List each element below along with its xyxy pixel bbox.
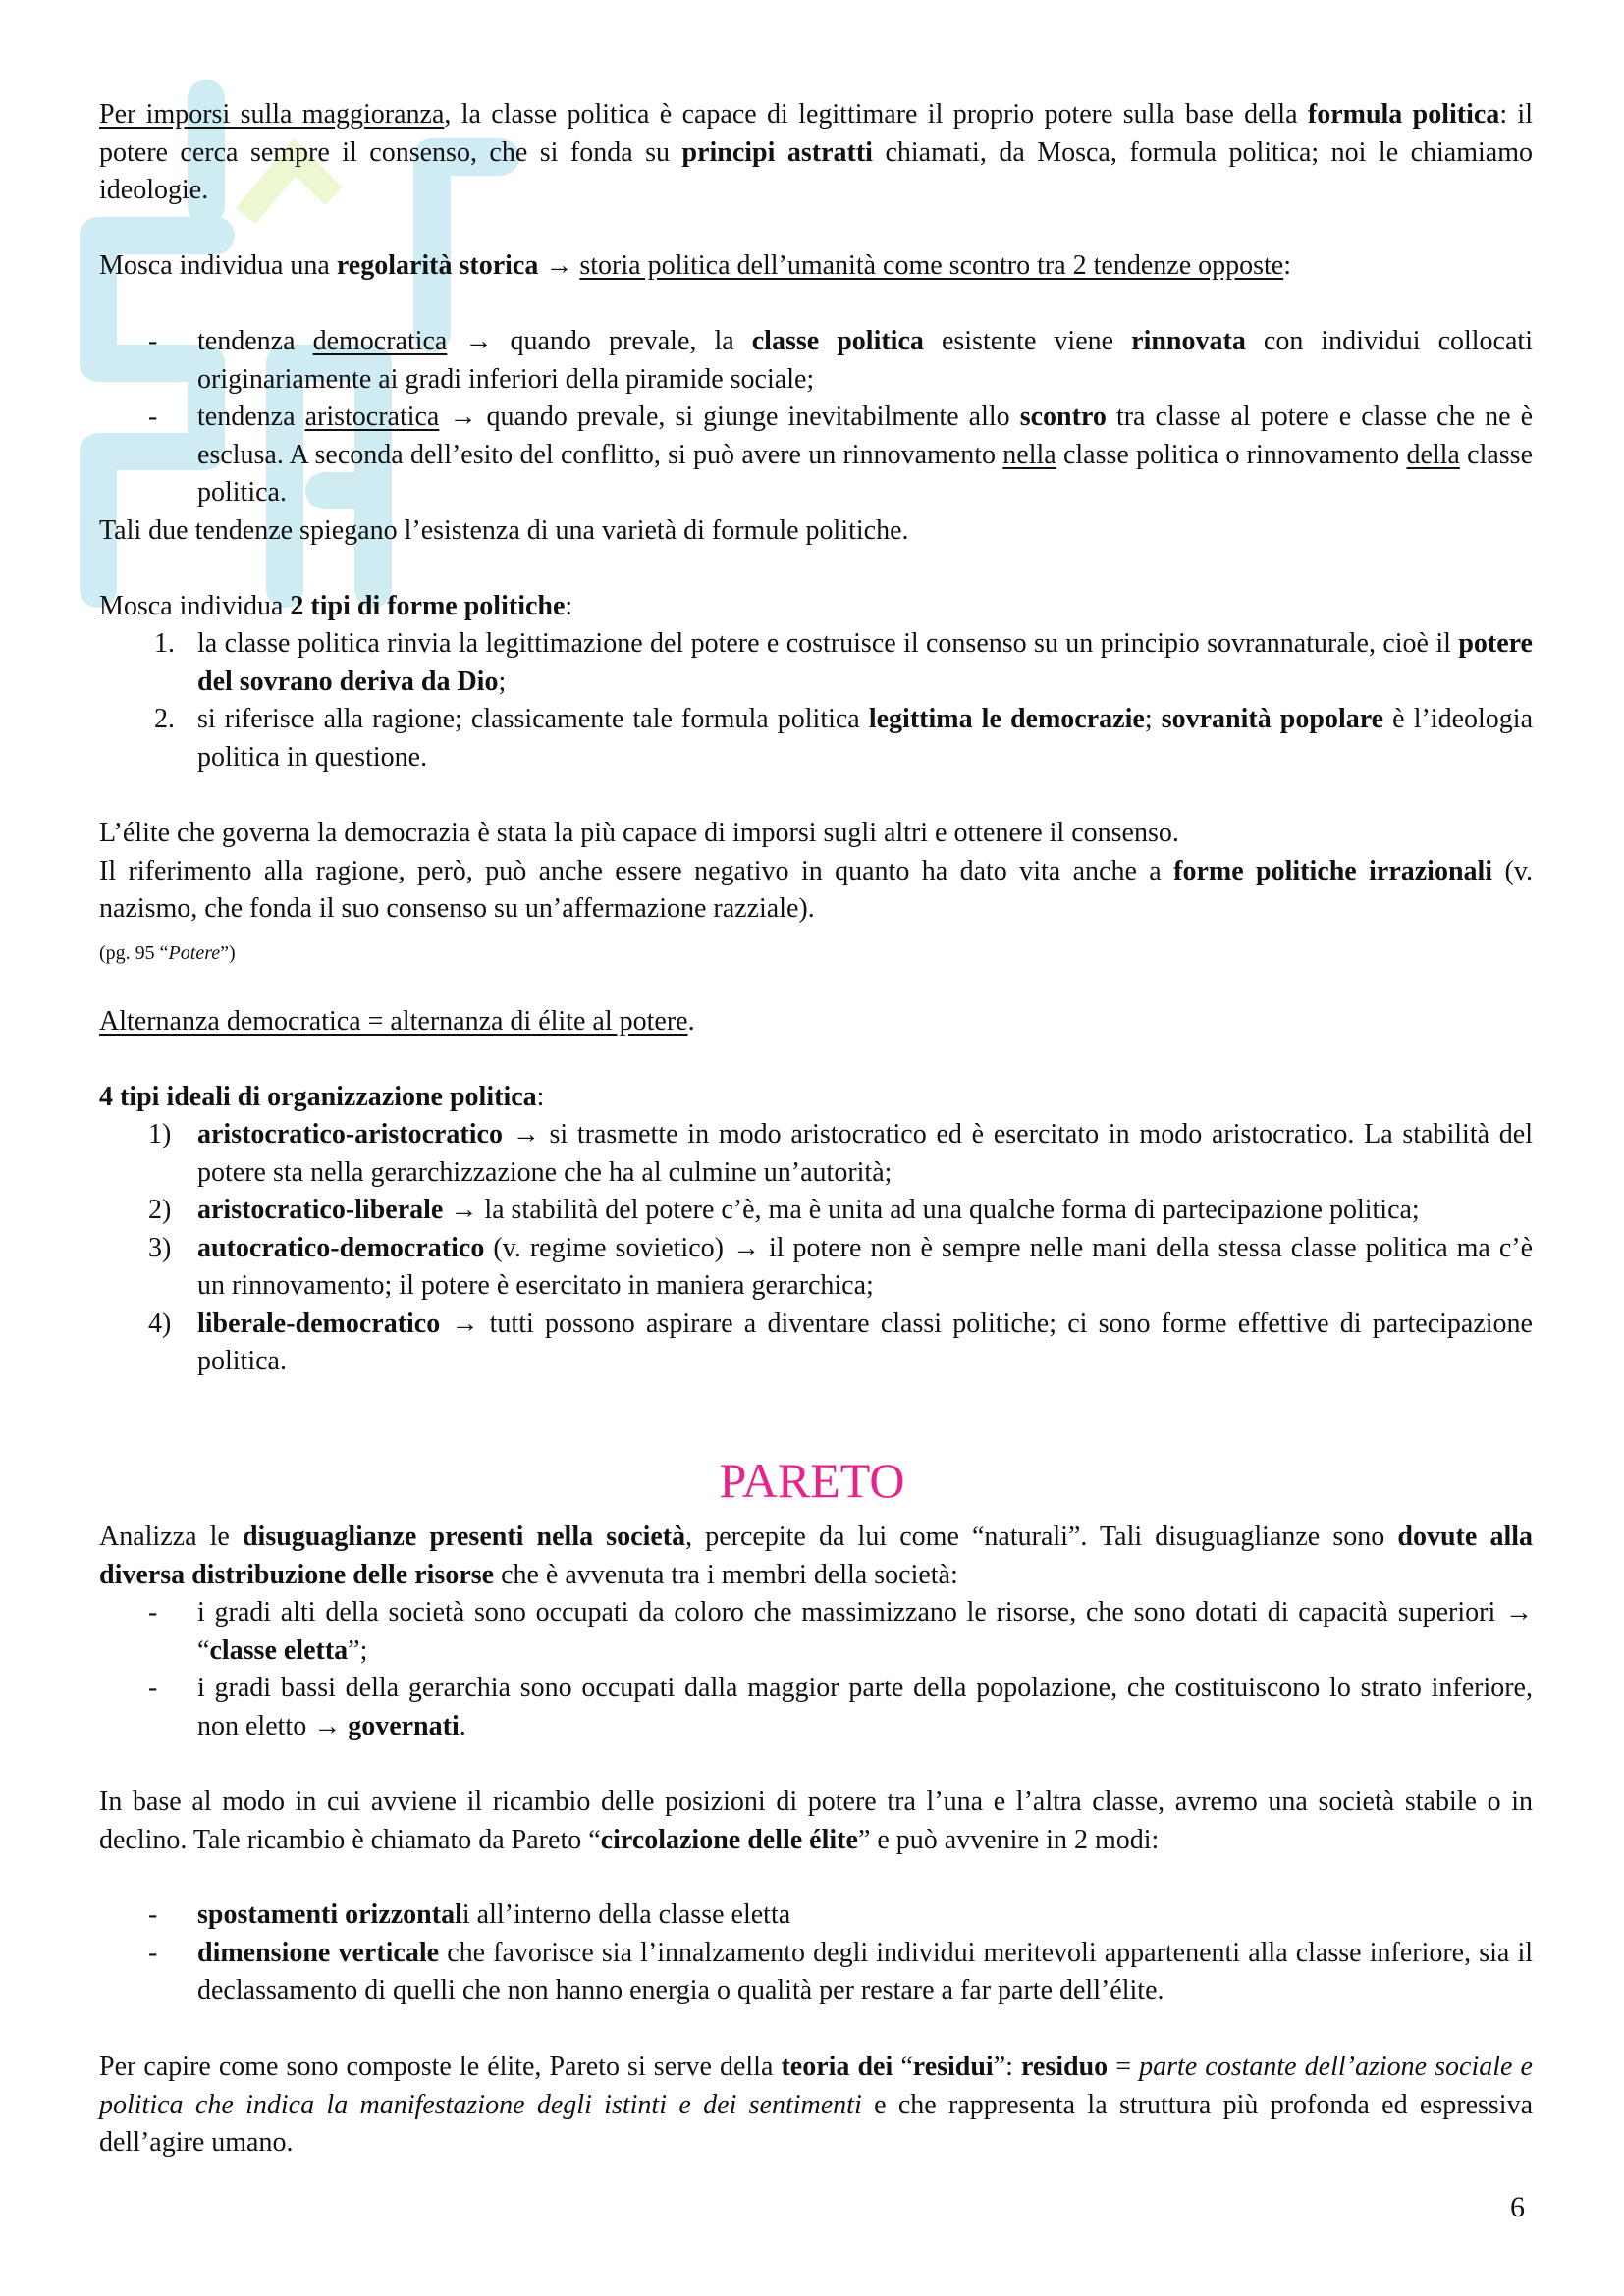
pareto-intro: Analizza le disuguaglianze presenti nella società, percepite da lui come “naturali”. Tali disuguaglianze sono dovute alla diversa distribuzione delle risorse che è avvenuta tra i membri della società: (99, 1522, 1533, 1590)
intro-paragraph: Per imporsi sulla maggioranza, la classe politica è capace di legittimare il proprio potere sulla base della formula politica: il potere cerca sempre il consenso, che si fonda su principi astratti chiamati, da Mosca, formula politica; noi le chiamiamo ideologie. (99, 99, 1533, 205)
list-item: - i gradi bassi della gerarchia sono occupati dalla maggior parte della popolazione, che costituiscono lo strato inferiore, non eletto → governati. (148, 1673, 1533, 1741)
residui-paragraph: Per capire come sono composte le élite, Pareto si serve della teoria dei “residui”: residuo = parte costante dell’azione sociale e politica che indica la manifestazione degli istinti e dei sentimenti e che rappresenta la struttura più profonda ed espressiva dell’agire umano. (99, 2052, 1534, 2158)
section-heading-pareto: PARETO (719, 1453, 905, 1508)
list-item: 3) autocratico-democratico (v. regime sovietico) → il potere non è sempre nelle mani della stessa classe politica ma c’è un rinnovamento; il potere è esercitato in maniera gerarchica; (148, 1232, 1533, 1301)
list-item: 4) liberale-democratico → tutti possono aspirare a diventare classi politiche; ci sono forme effettive di partecipazione politica. (148, 1308, 1533, 1376)
list-item: 2. si riferisce alla ragione; classicamente tale formula politica legittima le democrazie; sovranità popolare è l’ideologia politica in questione. (154, 704, 1534, 773)
list-item: - tendenza aristocratica → quando prevale, si giunge inevitabilmente allo scontro tra classe al potere e classe che ne è esclusa. A seconda dell’esito del conflitto, si può avere un rinnovamento nella classe politica o rinnovamento della classe politica. (148, 401, 1533, 507)
page-number: 6 (1510, 2191, 1525, 2223)
list-item: - dimensione verticale che favorisce sia l’innalzamento degli individui meritevoli appartenenti alla classe inferiore, sia il declassamento di quelli che non hanno energia o qualità per restare a far parte dell’élite. (148, 1937, 1533, 2005)
forme-list (99, 625, 1533, 776)
tendenze-summary: Tali due tendenze spiegano l’esistenza di una varietà di formule politiche. (99, 515, 909, 546)
list-item: 2) aristocratico-liberale → la stabilità del potere c’è, ma è unita ad una qualche forma di partecipazione politica; (148, 1195, 1420, 1225)
list-item: - spostamenti orizzontali all’interno della classe eletta (148, 1899, 791, 1930)
tipi-intro: 4 tipi ideali di organizzazione politica: (99, 1082, 545, 1112)
elite-paragraph: L’élite che governa la democrazia è stata la più capace di imporsi sugli altri e ottenere il consenso. Il riferimento alla ragione, però, può anche essere negativo in quanto ha dato vita anche a forme politiche irrazionali (v. nazismo, che fonda il suo consenso su un’affermazione razziale). (99, 818, 1534, 924)
page-reference-note: (pg. 95 “Potere”) (99, 942, 236, 964)
mosca-regolarita-paragraph: Mosca individua una regolarità storica → storia politica dell’umanità come scontro tra 2 tendenze opposte: (99, 250, 1292, 281)
list-item: 1) aristocratico-aristocratico → si trasmette in modo aristocratico ed è esercitato in modo aristocratico. La stabilità del potere sta nella gerarchizzazione che ha al culmine un’autorità; (148, 1119, 1533, 1188)
modi-list (99, 1896, 1533, 2010)
list-item: - i gradi alti della società sono occupati da coloro che massimizzano le risorse, che sono dotati di capacità superiori → “classe eletta”; (148, 1597, 1533, 1666)
list-item: - tendenza democratica → quando prevale, la classe politica esistente viene rinnovata con individui collocati originariamente ai gradi inferiori della piramide sociale; (148, 326, 1533, 395)
list-item: 1. la classe politica rinvia la legittimazione del potere e costruisce il consenso su un principio sovrannaturale, cioè il potere del sovrano deriva da Dio; (154, 628, 1533, 697)
gradi-list (99, 1594, 1533, 1745)
tipi-list (99, 1116, 1533, 1381)
tendenze-list (99, 323, 1533, 512)
forme-intro: Mosca individua 2 tipi di forme politiche: (99, 591, 573, 621)
alternanza-line: Alternanza democratica = alternanza di élite al potere. (99, 1006, 695, 1037)
circolazione-paragraph: In base al modo in cui avviene il ricambio delle posizioni di potere tra l’una e l’altra classe, avremo una società stabile o in declino. Tale ricambio è chiamato da Pareto “circolazione delle élite” e può avvenire in 2 modi: (99, 1787, 1533, 1855)
